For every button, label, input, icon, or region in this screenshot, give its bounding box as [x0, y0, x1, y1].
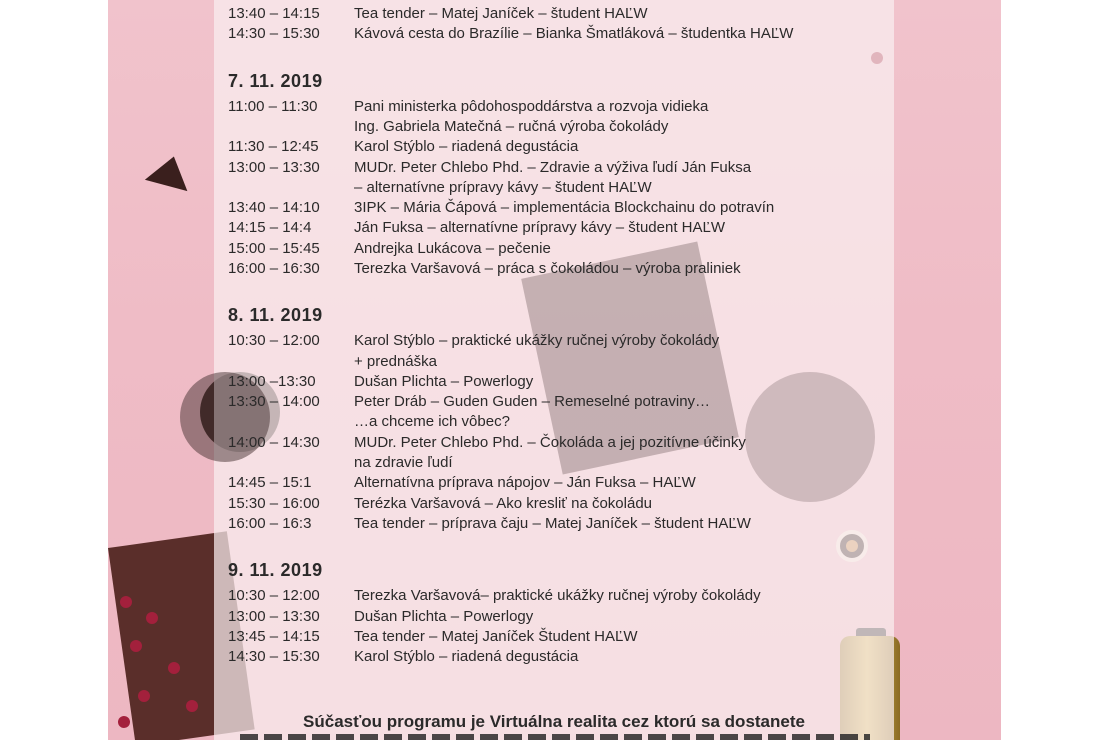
program-item-description: Tea tender – príprava čaju – Matej Janíček – študent HAĽW — [354, 515, 751, 532]
program-item-description: + prednáška — [354, 352, 437, 370]
program-item-description: Pani ministerka pôdohospoddárstva a rozvoja vidieka — [354, 97, 709, 115]
program-item-time: 14:00 – 14:30 — [228, 433, 320, 451]
footer-cropped-text — [240, 734, 870, 740]
program-item-time: 13:40 – 14:10 — [228, 199, 320, 217]
program-item-description: Karol Stýblo – riadená degustácia — [354, 648, 579, 666]
program-item-description: Tea tender – Matej Janíček – študent HAĽW — [354, 5, 648, 22]
program-item-time: 10:30 – 12:00 — [228, 587, 320, 605]
program-item-description: 3IPK – Mária Čápová – implementácia Blockchainu do potravín — [354, 199, 775, 217]
program-item-time: 13:00 – 13:30 — [228, 607, 320, 625]
program-item-time: 13:40 – 14:15 — [228, 5, 320, 22]
program-item-description: Dušan Plichta – Powerlogy — [354, 372, 534, 390]
program-item-time: 11:30 – 12:45 — [228, 138, 319, 156]
program-date-heading: 9. 11. 2019 — [228, 560, 323, 581]
program-item-time: 16:00 – 16:3 — [228, 515, 312, 532]
program-item-description: Karol Stýblo – riadená degustácia — [354, 138, 579, 156]
program-item-time: 14:30 – 15:30 — [228, 648, 320, 666]
program-item-description: Terezka Varšavová – práca s čokoládou – výroba praliniek — [354, 260, 741, 277]
program-item-description: MUDr. Peter Chlebo Phd. – Zdravie a výživa ľudí Ján Fuksa — [354, 158, 752, 176]
program-item-description: Ing. Gabriela Matečná – ručná výroba čokolády — [354, 117, 669, 135]
program-item-description: Alternatívna príprava nápojov – Ján Fuksa – HAĽW — [354, 474, 696, 492]
program-item-description: Dušan Plichta – Powerlogy — [354, 607, 534, 625]
program-item-time: 10:30 – 12:00 — [228, 332, 320, 350]
program-item-time: 11:00 – 11:30 — [228, 97, 318, 115]
program-item-description: – alternatívne prípravy kávy – študent HAĽW — [354, 178, 652, 196]
program-item-description: Terezka Varšavová– praktické ukážky ručnej výroby čokolády — [354, 587, 761, 605]
program-item-time: 13:00 – 13:30 — [228, 158, 320, 176]
program-item-description: Andrejka Lukácova – pečenie — [354, 239, 551, 257]
program-item-description: …a chceme ich vôbec? — [354, 413, 510, 431]
program-item-description: Tea tender – Matej Janíček Študent HAĽW — [354, 627, 638, 645]
program-item-time: 16:00 – 16:30 — [228, 260, 320, 277]
program-item-description: Karol Stýblo – praktické ukážky ručnej výroby čokolády — [354, 332, 720, 350]
program-item-time: 15:30 – 16:00 — [228, 494, 320, 512]
program-footer-note: Súčasťou programu je Virtuálna realita cez ktorú sa dostanete — [303, 712, 805, 731]
program-item-description: Peter Dráb – Guden Guden – Remeselné potraviny… — [354, 393, 711, 411]
program-item-description: MUDr. Peter Chlebo Phd. – Čokoláda a jej pozitívne účinky — [354, 433, 746, 451]
program-item-time: 14:15 – 14:4 — [228, 219, 312, 237]
program-item-description: Ján Fuksa – alternatívne prípravy kávy – študent HAĽW — [354, 219, 726, 237]
program-date-heading: 7. 11. 2019 — [228, 70, 323, 91]
program-item-time: 15:00 – 15:45 — [228, 239, 320, 257]
program-item-description: Kávová cesta do Brazílie – Bianka Šmatláková – študentka HAĽW — [354, 25, 794, 43]
program-item-time: 14:30 – 15:30 — [228, 25, 320, 43]
program-date-heading: 8. 11. 2019 — [228, 305, 323, 326]
program-item-description: na zdravie ľudí — [354, 454, 453, 472]
program-item-time: 13:30 – 14:00 — [228, 393, 320, 411]
program-item-time: 13:00 –13:30 — [228, 372, 316, 390]
program-item-description: Terézka Varšavová – Ako kresliť na čokoládu — [354, 494, 653, 512]
program-item-time: 13:45 – 14:15 — [228, 627, 320, 645]
program-item-time: 14:45 – 15:1 — [228, 474, 312, 492]
